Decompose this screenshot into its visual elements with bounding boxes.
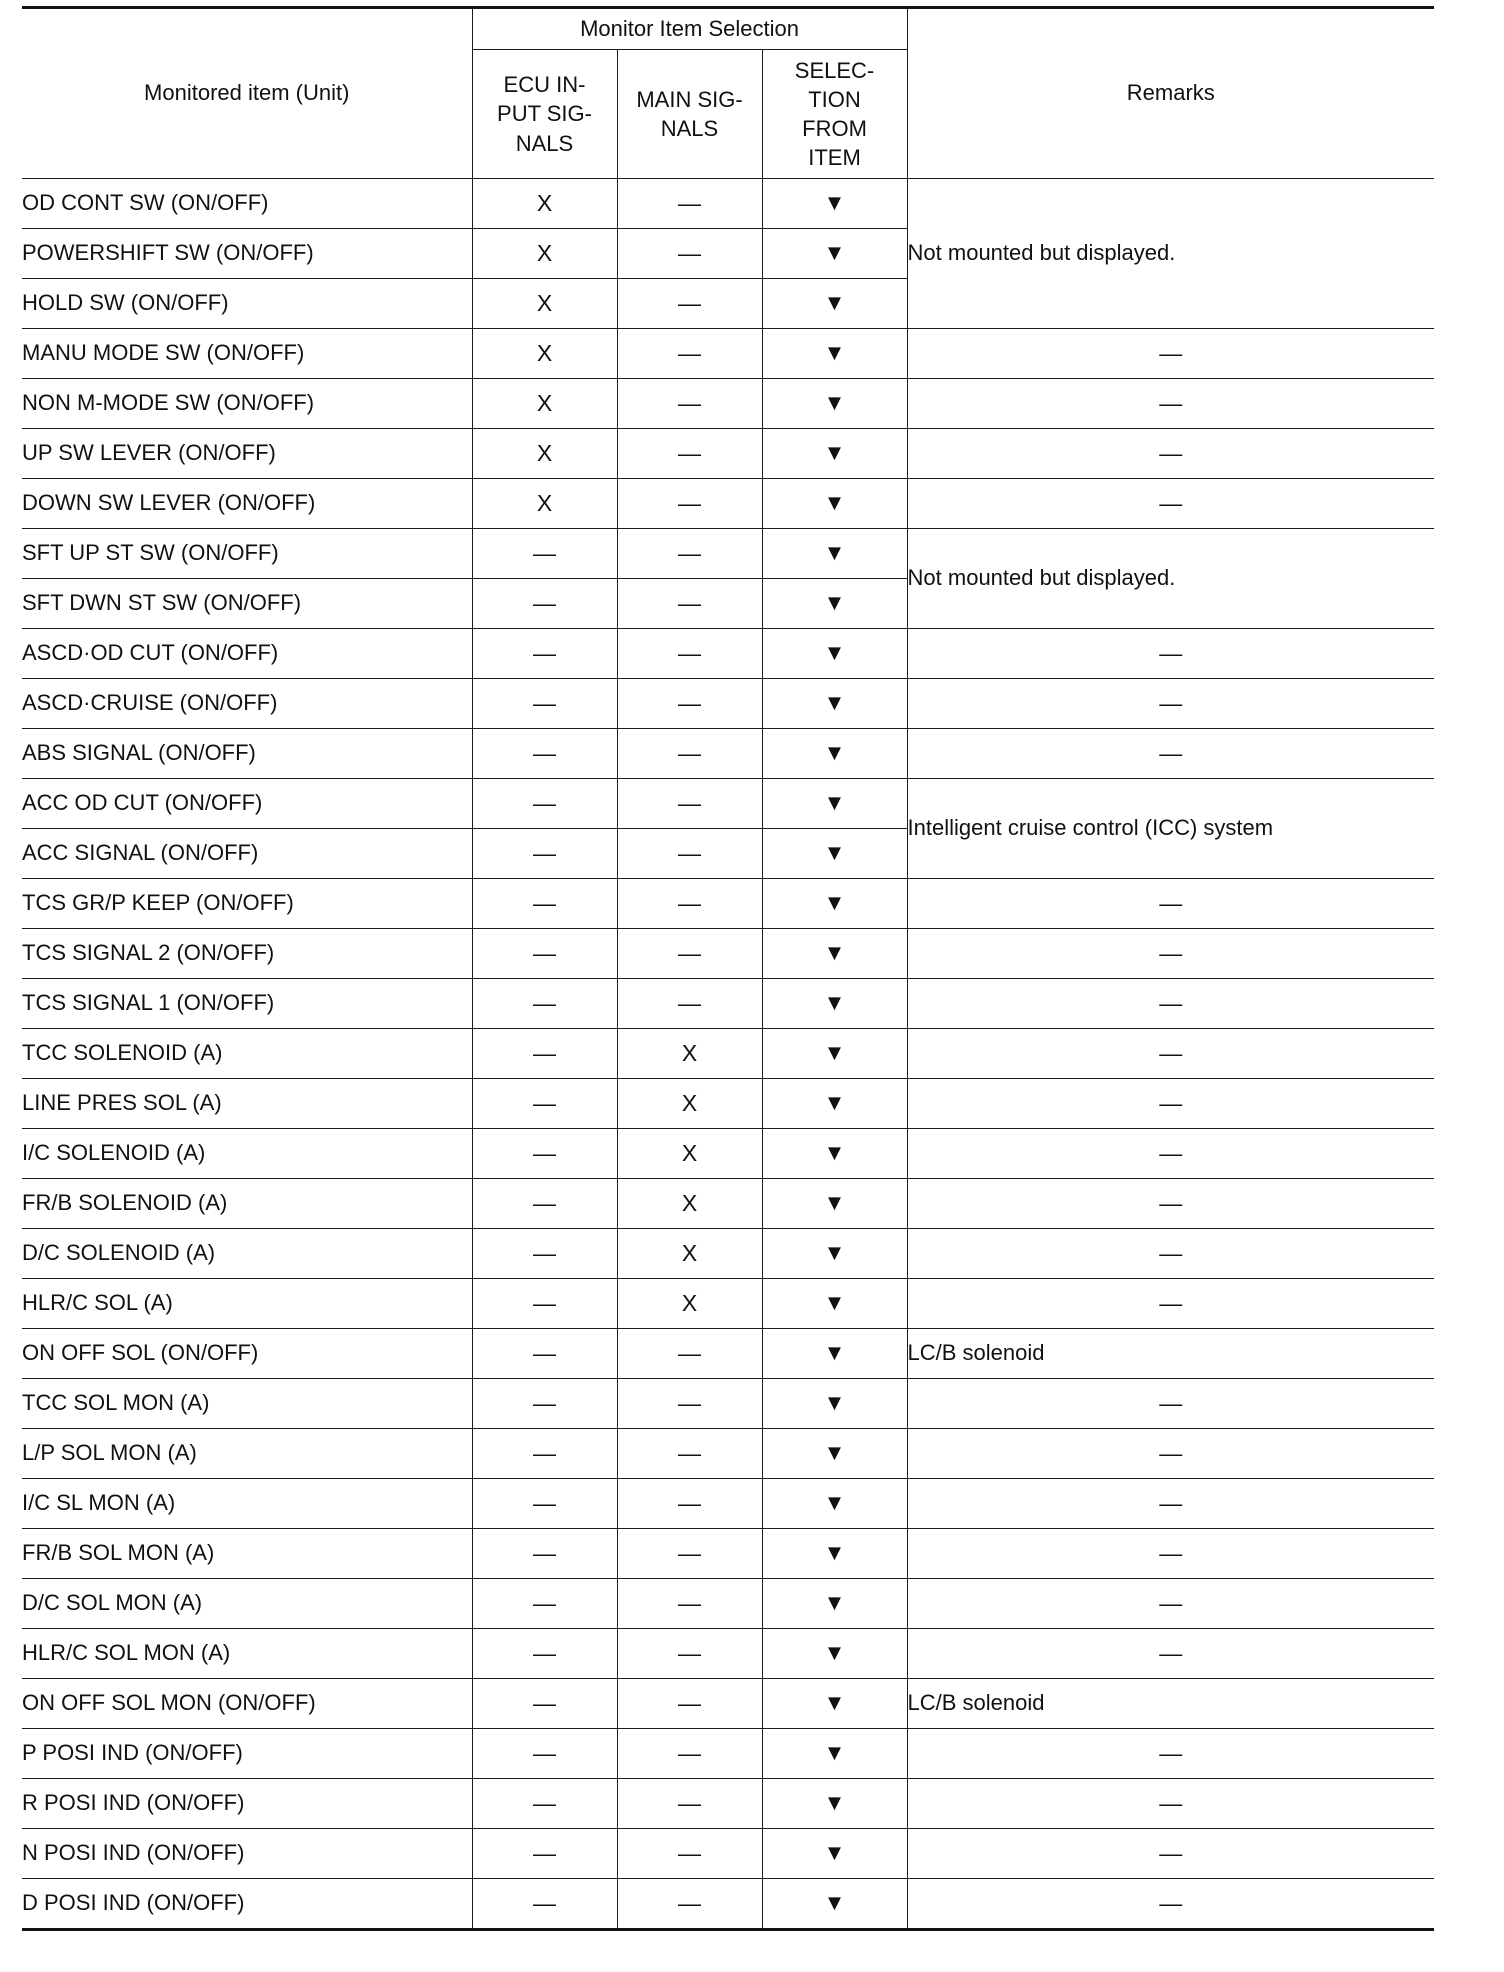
main-signal-mark: — — [617, 1579, 762, 1629]
table-row — [22, 479, 1434, 529]
main-signal-mark: — — [617, 879, 762, 929]
selection-mark: ▼ — [762, 1729, 907, 1779]
main-signal-mark: — — [617, 529, 762, 579]
selection-mark: ▼ — [762, 1229, 907, 1279]
selection-mark: ▼ — [762, 1029, 907, 1079]
main-signal-mark: — — [617, 379, 762, 429]
remarks-cell: LC/B solenoid — [907, 1329, 1434, 1379]
remarks-cell: — — [907, 1379, 1434, 1429]
remarks-cell: — — [907, 1279, 1434, 1329]
monitored-item-cell: POWERSHIFT SW (ON/OFF) — [22, 229, 472, 279]
remarks-cell: — — [907, 1879, 1434, 1930]
header-line: NALS — [515, 130, 574, 156]
table-row — [22, 1729, 1434, 1779]
selection-mark: ▼ — [762, 1429, 907, 1479]
main-signal-mark: — — [617, 579, 762, 629]
monitored-item-cell: SFT UP ST SW (ON/OFF) — [22, 529, 472, 579]
table-row — [22, 1329, 1434, 1379]
monitored-item-cell: TCC SOLENOID (A) — [22, 1029, 472, 1079]
table-row — [22, 1379, 1434, 1429]
ecu-input-mark: — — [472, 929, 617, 979]
remarks-cell: — — [907, 1229, 1434, 1279]
monitored-item-cell: HOLD SW (ON/OFF) — [22, 279, 472, 329]
main-signal-mark: — — [617, 1729, 762, 1779]
main-signal-mark: — — [617, 1479, 762, 1529]
main-signal-mark: — — [617, 929, 762, 979]
ecu-input-mark: — — [472, 1479, 617, 1529]
main-signal-mark: X — [617, 1029, 762, 1079]
selection-mark: ▼ — [762, 429, 907, 479]
monitored-item-cell: ACC OD CUT (ON/OFF) — [22, 779, 472, 829]
table-row — [22, 1479, 1434, 1529]
remarks-cell: — — [907, 929, 1434, 979]
header-monitored-item: Monitored item (Unit) — [22, 8, 472, 179]
main-signal-mark: — — [617, 1629, 762, 1679]
header-selection-from-item — [762, 50, 907, 179]
main-signal-mark: — — [617, 1679, 762, 1729]
monitored-item-cell: LINE PRES SOL (A) — [22, 1079, 472, 1129]
main-signal-mark: — — [617, 729, 762, 779]
remarks-cell: — — [907, 1079, 1434, 1129]
selection-mark: ▼ — [762, 1629, 907, 1679]
ecu-input-mark: — — [472, 1279, 617, 1329]
ecu-input-mark: — — [472, 1529, 617, 1579]
ecu-input-mark: X — [472, 429, 617, 479]
ecu-input-mark: — — [472, 979, 617, 1029]
main-signal-mark: — — [617, 329, 762, 379]
ecu-input-mark: — — [472, 1129, 617, 1179]
remarks-cell: LC/B solenoid — [907, 1679, 1434, 1729]
header-line: ECU IN- — [503, 72, 586, 98]
ecu-input-mark: — — [472, 1679, 617, 1729]
table-header — [22, 8, 1434, 179]
table-row — [22, 679, 1434, 729]
remarks-cell: — — [907, 629, 1434, 679]
remarks-cell: Not mounted but displayed. — [907, 529, 1434, 629]
ecu-input-mark: X — [472, 329, 617, 379]
main-signal-mark: — — [617, 1529, 762, 1579]
main-signal-mark: X — [617, 1179, 762, 1229]
selection-mark: ▼ — [762, 1879, 907, 1930]
main-signal-mark: — — [617, 679, 762, 729]
ecu-input-mark: — — [472, 529, 617, 579]
main-signal-mark: — — [617, 1779, 762, 1829]
table-row — [22, 629, 1434, 679]
header-monitor-item-selection: Monitor Item Selection — [472, 8, 907, 50]
ecu-input-mark: — — [472, 729, 617, 779]
table-row — [22, 929, 1434, 979]
monitored-item-cell: HLR/C SOL (A) — [22, 1279, 472, 1329]
selection-mark: ▼ — [762, 879, 907, 929]
table-row — [22, 879, 1434, 929]
monitored-item-cell: TCS GR/P KEEP (ON/OFF) — [22, 879, 472, 929]
remarks-cell: — — [907, 1029, 1434, 1079]
remarks-cell: — — [907, 329, 1434, 379]
monitored-item-cell: ON OFF SOL (ON/OFF) — [22, 1329, 472, 1379]
main-signal-mark: — — [617, 229, 762, 279]
ecu-input-mark: — — [472, 829, 617, 879]
table-row — [22, 1529, 1434, 1579]
main-signal-mark: — — [617, 1829, 762, 1879]
selection-mark: ▼ — [762, 1579, 907, 1629]
ecu-input-mark: X — [472, 379, 617, 429]
ecu-input-mark: — — [472, 1229, 617, 1279]
monitored-item-cell: D/C SOL MON (A) — [22, 1579, 472, 1629]
remarks-cell: — — [907, 979, 1434, 1029]
monitored-item-cell: ABS SIGNAL (ON/OFF) — [22, 729, 472, 779]
table-body — [22, 179, 1434, 1930]
selection-mark: ▼ — [762, 829, 907, 879]
header-line: NALS — [660, 116, 719, 141]
remarks-cell: — — [907, 879, 1434, 929]
ecu-input-mark: — — [472, 1029, 617, 1079]
monitored-item-cell: HLR/C SOL MON (A) — [22, 1629, 472, 1679]
main-signal-mark: — — [617, 429, 762, 479]
selection-mark: ▼ — [762, 1179, 907, 1229]
monitored-item-cell: N POSI IND (ON/OFF) — [22, 1829, 472, 1879]
selection-mark: ▼ — [762, 579, 907, 629]
remarks-cell: — — [907, 1829, 1434, 1879]
remarks-cell: — — [907, 729, 1434, 779]
main-signal-mark: — — [617, 779, 762, 829]
selection-mark: ▼ — [762, 1129, 907, 1179]
ecu-input-mark: — — [472, 1629, 617, 1679]
table-row — [22, 1079, 1434, 1129]
header-line: SELEC- — [794, 57, 875, 83]
remarks-cell: — — [907, 479, 1434, 529]
ecu-input-mark: — — [472, 879, 617, 929]
table-row — [22, 1179, 1434, 1229]
remarks-cell: — — [907, 1479, 1434, 1529]
selection-mark: ▼ — [762, 979, 907, 1029]
monitored-item-cell: UP SW LEVER (ON/OFF) — [22, 429, 472, 479]
remarks-cell: — — [907, 1429, 1434, 1479]
monitored-item-cell: I/C SL MON (A) — [22, 1479, 472, 1529]
monitored-item-cell: TCC SOL MON (A) — [22, 1379, 472, 1429]
selection-mark: ▼ — [762, 929, 907, 979]
selection-mark: ▼ — [762, 279, 907, 329]
selection-mark: ▼ — [762, 179, 907, 229]
monitored-item-cell: FR/B SOL MON (A) — [22, 1529, 472, 1579]
monitored-item-cell: MANU MODE SW (ON/OFF) — [22, 329, 472, 379]
ecu-input-mark: X — [472, 179, 617, 229]
selection-mark: ▼ — [762, 1779, 907, 1829]
ecu-input-mark: — — [472, 1579, 617, 1629]
table-row — [22, 429, 1434, 479]
table-row — [22, 329, 1434, 379]
ecu-input-mark: — — [472, 1829, 617, 1879]
monitored-item-cell: TCS SIGNAL 1 (ON/OFF) — [22, 979, 472, 1029]
ecu-input-mark: X — [472, 279, 617, 329]
selection-mark: ▼ — [762, 1529, 907, 1579]
monitored-item-cell: ON OFF SOL MON (ON/OFF) — [22, 1679, 472, 1729]
ecu-input-mark: — — [472, 1779, 617, 1829]
remarks-cell: — — [907, 1629, 1434, 1679]
monitored-item-cell: ASCD·CRUISE (ON/OFF) — [22, 679, 472, 729]
selection-mark: ▼ — [762, 1679, 907, 1729]
monitored-item-cell: DOWN SW LEVER (ON/OFF) — [22, 479, 472, 529]
table-row — [22, 379, 1434, 429]
main-signal-mark: — — [617, 179, 762, 229]
header-main-signals — [617, 50, 762, 179]
monitored-item-cell: P POSI IND (ON/OFF) — [22, 1729, 472, 1779]
selection-mark: ▼ — [762, 379, 907, 429]
monitored-item-cell: I/C SOLENOID (A) — [22, 1129, 472, 1179]
monitored-item-cell: L/P SOL MON (A) — [22, 1429, 472, 1479]
ecu-input-mark: — — [472, 1079, 617, 1129]
remarks-cell: — — [907, 1529, 1434, 1579]
table-row — [22, 1579, 1434, 1629]
table-row — [22, 1229, 1434, 1279]
header-line: FROM — [802, 116, 867, 141]
monitored-item-cell: ASCD·OD CUT (ON/OFF) — [22, 629, 472, 679]
table-row — [22, 179, 1434, 229]
table-row — [22, 1629, 1434, 1679]
header-line: TION — [808, 86, 861, 112]
selection-mark: ▼ — [762, 1279, 907, 1329]
main-signal-mark: — — [617, 279, 762, 329]
selection-mark: ▼ — [762, 629, 907, 679]
selection-mark: ▼ — [762, 1479, 907, 1529]
header-line: PUT SIG- — [497, 101, 592, 127]
selection-mark: ▼ — [762, 1329, 907, 1379]
table-row — [22, 779, 1434, 829]
main-signal-mark: — — [617, 629, 762, 679]
ecu-input-mark: X — [472, 479, 617, 529]
ecu-input-mark: — — [472, 1329, 617, 1379]
selection-mark: ▼ — [762, 1079, 907, 1129]
remarks-cell: — — [907, 429, 1434, 479]
selection-mark: ▼ — [762, 1379, 907, 1429]
selection-mark: ▼ — [762, 229, 907, 279]
remarks-cell: Intelligent cruise control (ICC) system — [907, 779, 1434, 879]
table-row — [22, 1879, 1434, 1930]
monitored-item-cell: NON M-MODE SW (ON/OFF) — [22, 379, 472, 429]
selection-mark: ▼ — [762, 479, 907, 529]
main-signal-mark: — — [617, 1879, 762, 1930]
remarks-cell: — — [907, 379, 1434, 429]
ecu-input-mark: X — [472, 229, 617, 279]
main-signal-mark: — — [617, 979, 762, 1029]
monitored-item-cell: OD CONT SW (ON/OFF) — [22, 179, 472, 229]
main-signal-mark: — — [617, 479, 762, 529]
header-line: ITEM — [808, 145, 861, 171]
monitored-item-cell: D POSI IND (ON/OFF) — [22, 1879, 472, 1930]
header-ecu-input-signals — [472, 50, 617, 179]
header-line: MAIN SIG- — [636, 86, 743, 112]
main-signal-mark: — — [617, 1329, 762, 1379]
main-signal-mark: X — [617, 1079, 762, 1129]
monitored-item-cell: FR/B SOLENOID (A) — [22, 1179, 472, 1229]
remarks-cell: — — [907, 1179, 1434, 1229]
header-remarks: Remarks — [907, 8, 1434, 179]
ecu-input-mark: — — [472, 1729, 617, 1779]
remarks-cell: — — [907, 1779, 1434, 1829]
remarks-cell: — — [907, 1129, 1434, 1179]
ecu-input-mark: — — [472, 579, 617, 629]
table-row — [22, 1829, 1434, 1879]
selection-mark: ▼ — [762, 679, 907, 729]
selection-mark: ▼ — [762, 529, 907, 579]
remarks-cell: — — [907, 1729, 1434, 1779]
monitor-item-table — [22, 6, 1434, 1931]
main-signal-mark: X — [617, 1229, 762, 1279]
monitored-item-cell: SFT DWN ST SW (ON/OFF) — [22, 579, 472, 629]
ecu-input-mark: — — [472, 1379, 617, 1429]
selection-mark: ▼ — [762, 329, 907, 379]
main-signal-mark: — — [617, 829, 762, 879]
ecu-input-mark: — — [472, 1179, 617, 1229]
remarks-cell: — — [907, 1579, 1434, 1629]
remarks-cell: Not mounted but displayed. — [907, 179, 1434, 329]
remarks-cell: — — [907, 679, 1434, 729]
table-row — [22, 1279, 1434, 1329]
selection-mark: ▼ — [762, 1829, 907, 1879]
main-signal-mark: — — [617, 1379, 762, 1429]
table-row — [22, 529, 1434, 579]
table-row — [22, 1779, 1434, 1829]
ecu-input-mark: — — [472, 1429, 617, 1479]
selection-mark: ▼ — [762, 779, 907, 829]
main-signal-mark: X — [617, 1279, 762, 1329]
main-signal-mark: X — [617, 1129, 762, 1179]
selection-mark: ▼ — [762, 729, 907, 779]
table-row — [22, 1429, 1434, 1479]
ecu-input-mark: — — [472, 629, 617, 679]
monitored-item-cell: R POSI IND (ON/OFF) — [22, 1779, 472, 1829]
ecu-input-mark: — — [472, 1879, 617, 1930]
table-row — [22, 729, 1434, 779]
monitored-item-cell: D/C SOLENOID (A) — [22, 1229, 472, 1279]
table-row — [22, 1129, 1434, 1179]
table-row — [22, 979, 1434, 1029]
table-row — [22, 1679, 1434, 1729]
table-row — [22, 1029, 1434, 1079]
monitored-item-cell: TCS SIGNAL 2 (ON/OFF) — [22, 929, 472, 979]
monitored-item-cell: ACC SIGNAL (ON/OFF) — [22, 829, 472, 879]
ecu-input-mark: — — [472, 779, 617, 829]
ecu-input-mark: — — [472, 679, 617, 729]
main-signal-mark: — — [617, 1429, 762, 1479]
